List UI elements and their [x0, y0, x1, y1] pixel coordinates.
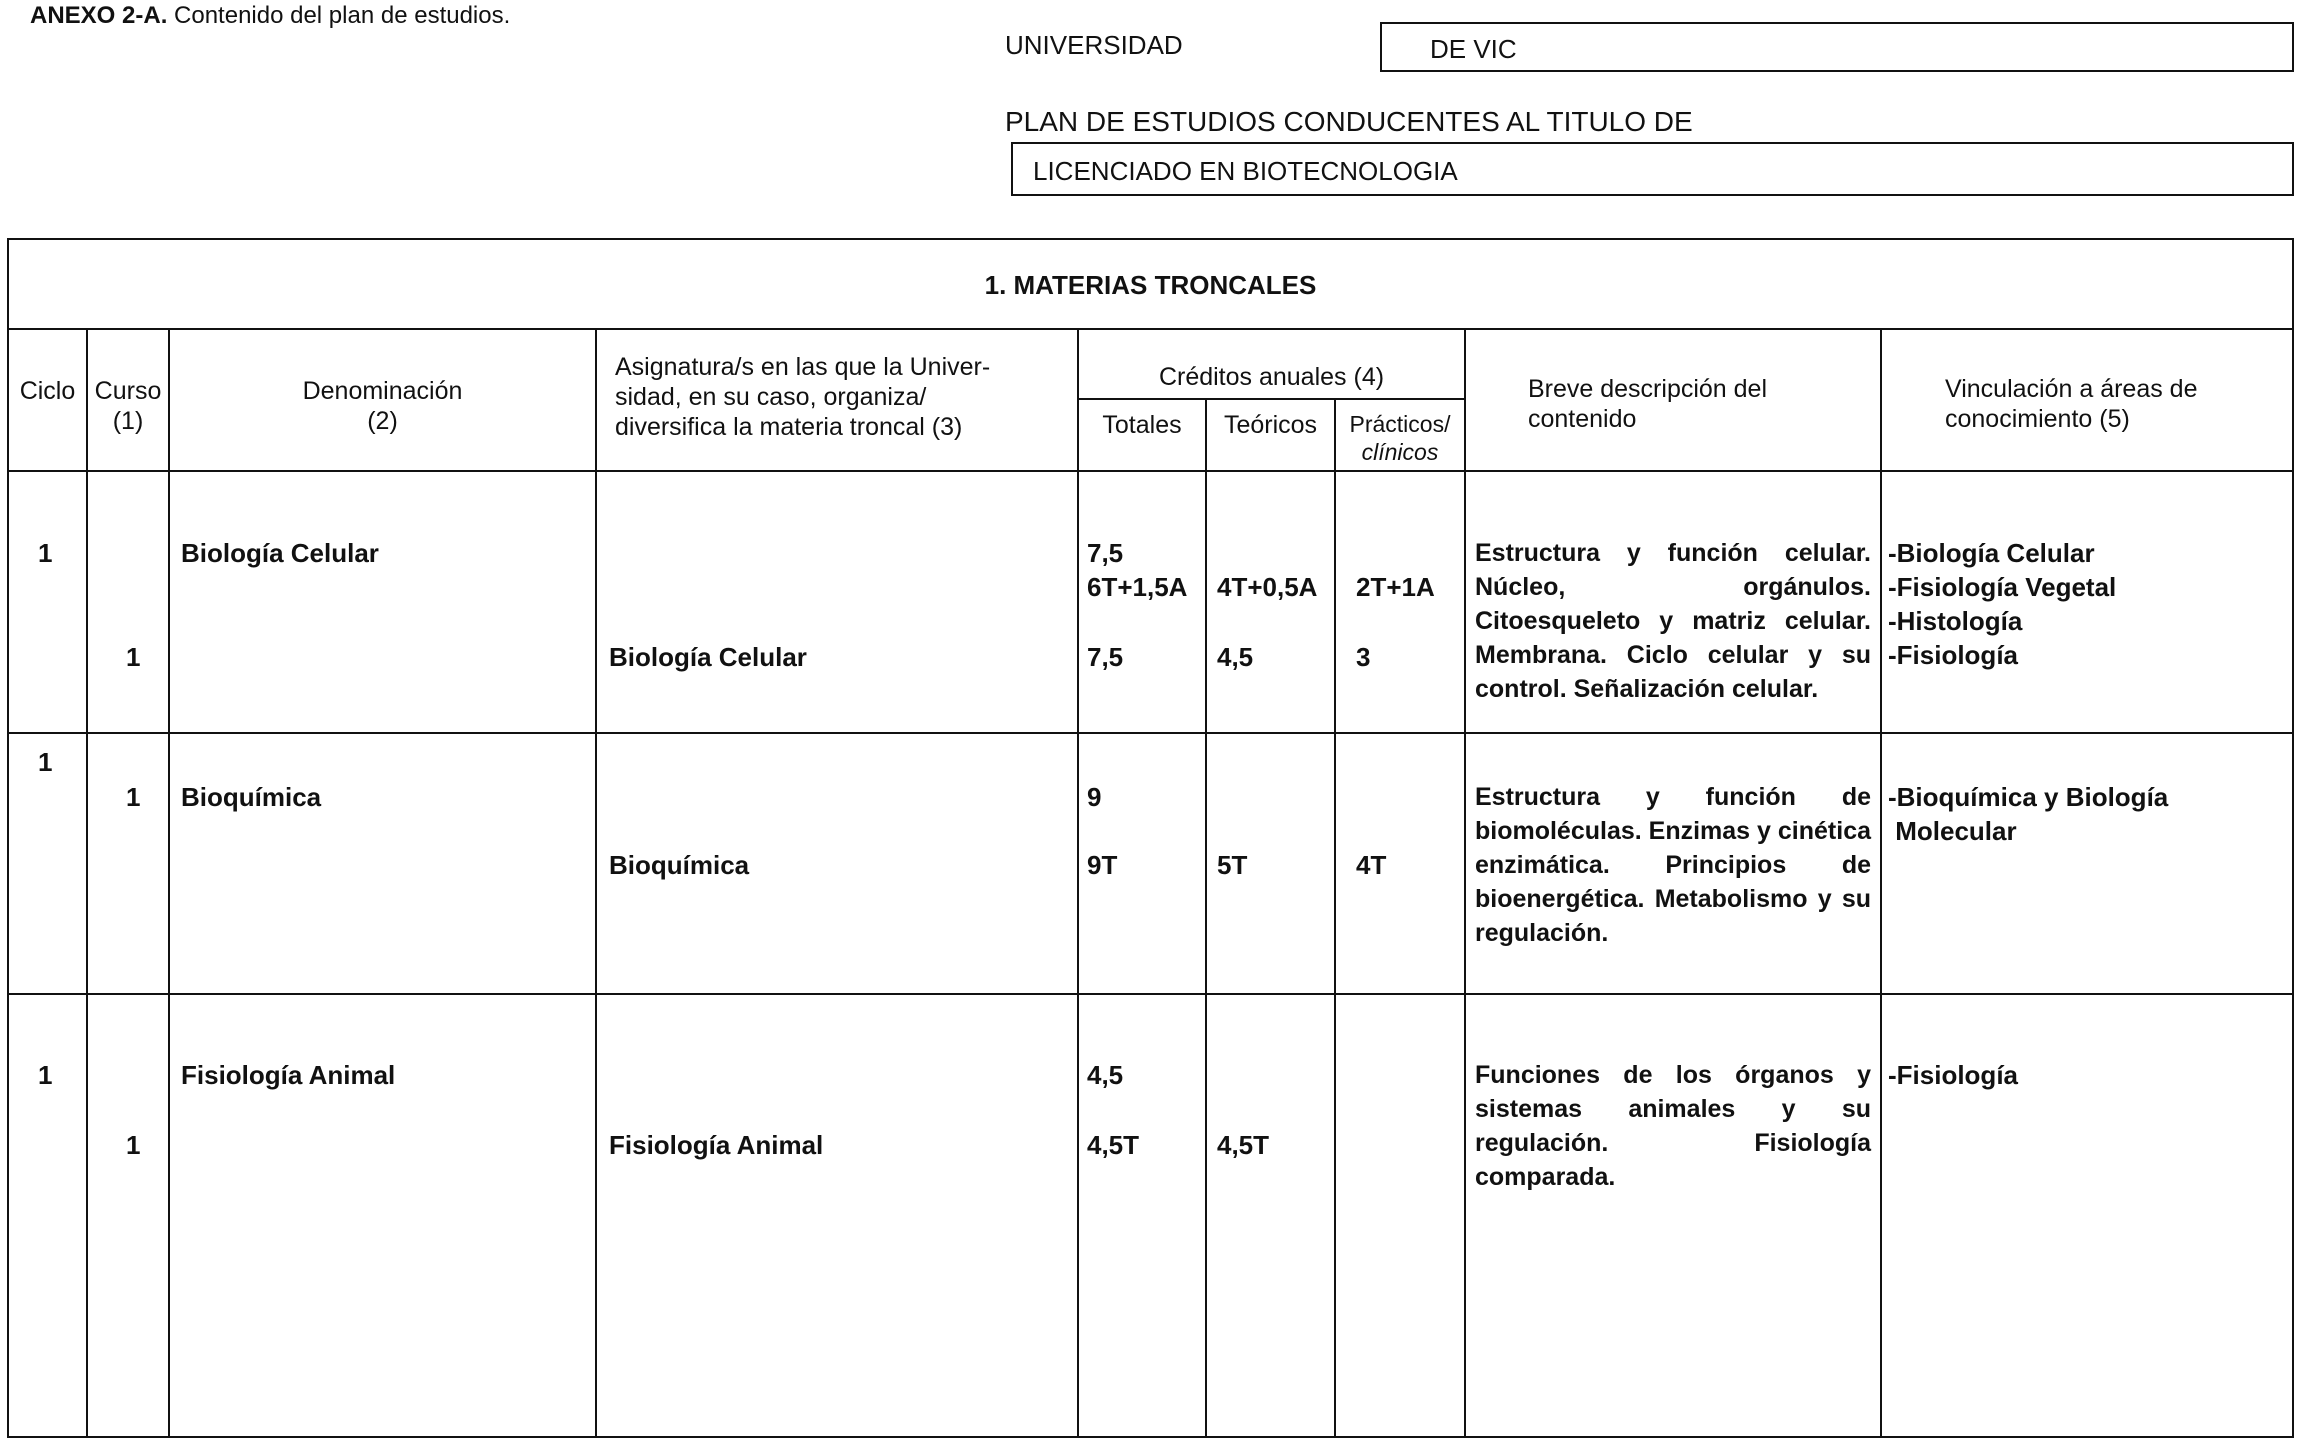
area-item: Molecular: [1888, 816, 2017, 846]
column-divider: [1880, 328, 1882, 1438]
degree-box: [1011, 142, 2294, 196]
header-teoricos: Teóricos: [1223, 411, 1318, 439]
row2-asignatura: Bioquímica: [609, 850, 750, 880]
row3-teoricos: 4,5T: [1217, 1130, 1270, 1160]
area-item: -Biología Celular: [1888, 538, 2095, 568]
header-vinculacion-line: conocimiento (5): [1945, 405, 2130, 433]
section-title: 1. MATERIAS TRONCALES: [984, 270, 1317, 300]
row2-denominacion: Bioquímica: [181, 782, 322, 812]
row3-areas: [1888, 1058, 2018, 1092]
row1-practicos-breakdown: 2T+1A: [1356, 572, 1435, 602]
header-asignatura-line: diversifica la materia troncal (3): [615, 413, 963, 441]
row1-totales-breakdown: 6T+1,5A: [1087, 572, 1188, 602]
row1-curso: 1: [126, 642, 141, 672]
header-practicos: [1336, 410, 1464, 466]
header-denominacion-note: (2): [367, 407, 398, 435]
column-divider: [1077, 328, 1079, 1438]
header-vinculacion: [1945, 374, 2290, 434]
header-curso-label: Curso: [94, 377, 162, 405]
column-divider: [86, 328, 88, 1438]
row3-asignatura: Fisiología Animal: [609, 1130, 824, 1160]
table-divider: [7, 732, 2294, 734]
annex-description: Contenido del plan de estudios.: [167, 2, 511, 29]
header-practicos-label: clínicos: [1361, 439, 1439, 465]
column-divider: [1334, 398, 1336, 1438]
row3-totales: 4,5: [1087, 1060, 1124, 1090]
row2-teoricos: 5T: [1217, 850, 1248, 880]
row3-curso: 1: [126, 1130, 141, 1160]
row2-ciclo: 1: [38, 747, 53, 777]
university-box: [1380, 22, 2294, 72]
degree-title: LICENCIADO EN BIOTECNOLOGIA: [1033, 156, 1458, 186]
row2-curso: 1: [126, 782, 141, 812]
column-divider: [595, 328, 597, 1438]
row1-totales: 7,5: [1087, 538, 1124, 568]
row1-areas: [1888, 536, 2116, 672]
row2-descripcion: Estructura y función de biomoléculas. Enzimas y cinética enzimática. Principios de bioenergética. Metabolismo y su regulación.: [1475, 783, 1871, 947]
row1-asignatura: Biología Celular: [609, 642, 807, 672]
area-item: -Fisiología: [1888, 640, 2018, 670]
header-curso-note: (1): [112, 407, 144, 435]
row1-teoricos: 4,5: [1217, 642, 1254, 672]
table-divider: [7, 328, 2294, 330]
header-descripcion: [1528, 374, 1878, 434]
annex-label: ANEXO 2-A.: [30, 2, 168, 29]
header-asignatura: [615, 352, 1075, 442]
area-item: -Fisiología Vegetal: [1888, 572, 2117, 602]
row1-teoricos-breakdown: 4T+0,5A: [1217, 572, 1318, 602]
row3-descripcion: Funciones de los órganos y sistemas animales y su regulación. Fisiología comparada.: [1475, 1061, 1871, 1191]
area-item: -Histología: [1888, 606, 2023, 636]
row2-practicos: 4T: [1356, 850, 1387, 880]
table-divider: [7, 470, 2294, 472]
header-descripcion-line: Breve descripción del: [1528, 375, 1768, 403]
row1-denominacion: Biología Celular: [181, 538, 379, 568]
row3-denominacion: Fisiología Animal: [181, 1060, 396, 1090]
university-label: UNIVERSIDAD: [1005, 30, 1183, 60]
row3-totales-asignatura: 4,5T: [1087, 1130, 1140, 1160]
area-item: -Fisiología: [1888, 1060, 2018, 1090]
column-divider: [1205, 398, 1207, 1438]
table-divider: [7, 993, 2294, 995]
row2-totales-asignatura: 9T: [1087, 850, 1118, 880]
row1-totales-asignatura: 7,5: [1087, 642, 1124, 672]
area-item: -Bioquímica y Biología: [1888, 782, 2169, 812]
header-vinculacion-line: Vinculación a áreas de: [1945, 375, 2198, 403]
header-creditos: Créditos anuales (4): [1158, 363, 1385, 391]
header-asignatura-line: Asignatura/s en las que la Univer-: [615, 353, 991, 381]
row2-totales: 9: [1087, 782, 1102, 812]
header-denominacion-label: Denominación: [302, 377, 463, 405]
header-asignatura-line: sidad, en su caso, organiza/: [615, 383, 927, 411]
plan-label: PLAN DE ESTUDIOS CONDUCENTES AL TITULO DE: [1005, 106, 1693, 137]
header-denominacion: [170, 376, 595, 436]
row1-descripcion: Estructura y función celular. Núcleo, orgánulos. Citoesqueleto y matriz celular. Membrana. Ciclo celular y su control. Señalización celular.: [1475, 539, 1871, 703]
row2-areas: [1888, 780, 2168, 848]
header-curso: [88, 376, 168, 436]
university-value: DE VIC: [1430, 34, 1517, 64]
row1-practicos: 3: [1356, 642, 1371, 672]
credits-divider: [1077, 398, 1464, 400]
column-divider: [1464, 328, 1466, 1438]
header-descripcion-line: contenido: [1528, 405, 1637, 433]
row3-ciclo: 1: [38, 1060, 53, 1090]
header-ciclo: Ciclo: [19, 377, 76, 405]
annex-title: [30, 2, 510, 30]
header-practicos-label: Prácticos/: [1349, 411, 1451, 437]
header-totales: Totales: [1102, 411, 1182, 439]
row1-ciclo: 1: [38, 538, 53, 568]
column-divider: [168, 328, 170, 1438]
